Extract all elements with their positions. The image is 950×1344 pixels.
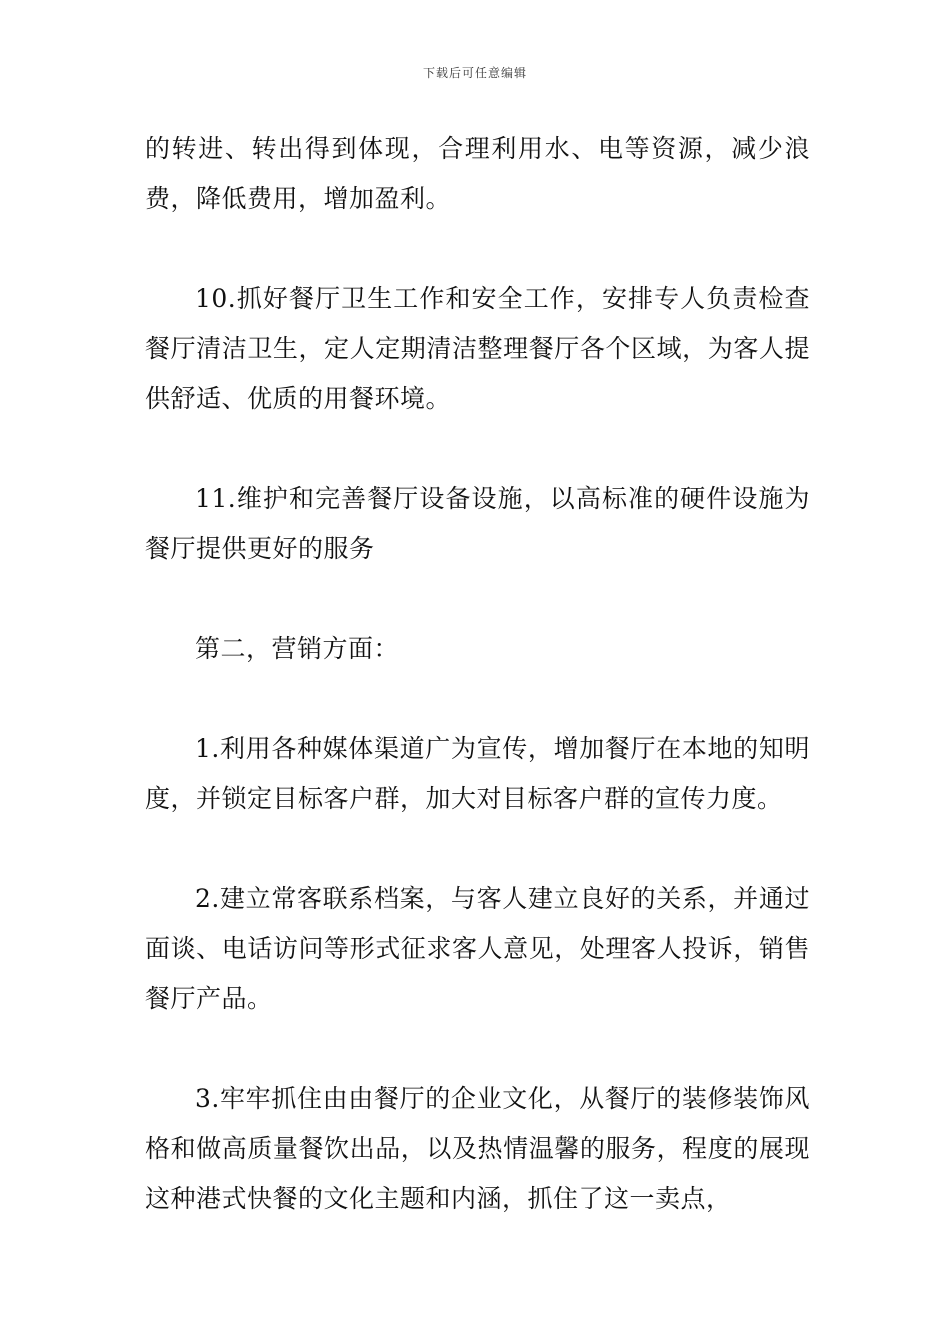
paragraph-marketing-3: 3.牢牢抓住由由餐厅的企业文化，从餐厅的装修装饰风格和做高质量餐饮出品，以及热情温馨的服务，程度的展现这种港式快餐的文化主题和内涵，抓住了这一卖点， bbox=[145, 1084, 810, 1213]
section-heading-marketing: 第二，营销方面： bbox=[195, 634, 400, 663]
paragraph-item-10: 10.抓好餐厅卫生工作和安全工作，安排专人负责检查餐厅清洁卫生，定人定期清洁整理餐厅各个区域，为客人提供舒适、优质的用餐环境。 bbox=[145, 284, 810, 413]
paragraph-marketing-2: 2.建立常客联系档案，与客人建立良好的关系，并通过面谈、电话访问等形式征求客人意见，处理客人投诉，销售餐厅产品。 bbox=[145, 884, 810, 1013]
paragraph-item-11: 11.维护和完善餐厅设备设施，以高标准的硬件设施为餐厅提供更好的服务 bbox=[145, 484, 810, 563]
paragraph-continuation: 的转进、转出得到体现，合理利用水、电等资源，减少浪费，降低费用，增加盈利。 bbox=[145, 134, 810, 213]
paragraph-marketing-1: 1.利用各种媒体渠道广为宣传，增加餐厅在本地的知明度，并锁定目标客户群，加大对目标客户群的宣传力度。 bbox=[145, 734, 810, 813]
document-body bbox=[145, 124, 810, 1274]
page-header: 下载后可任意编辑 bbox=[422, 66, 527, 80]
